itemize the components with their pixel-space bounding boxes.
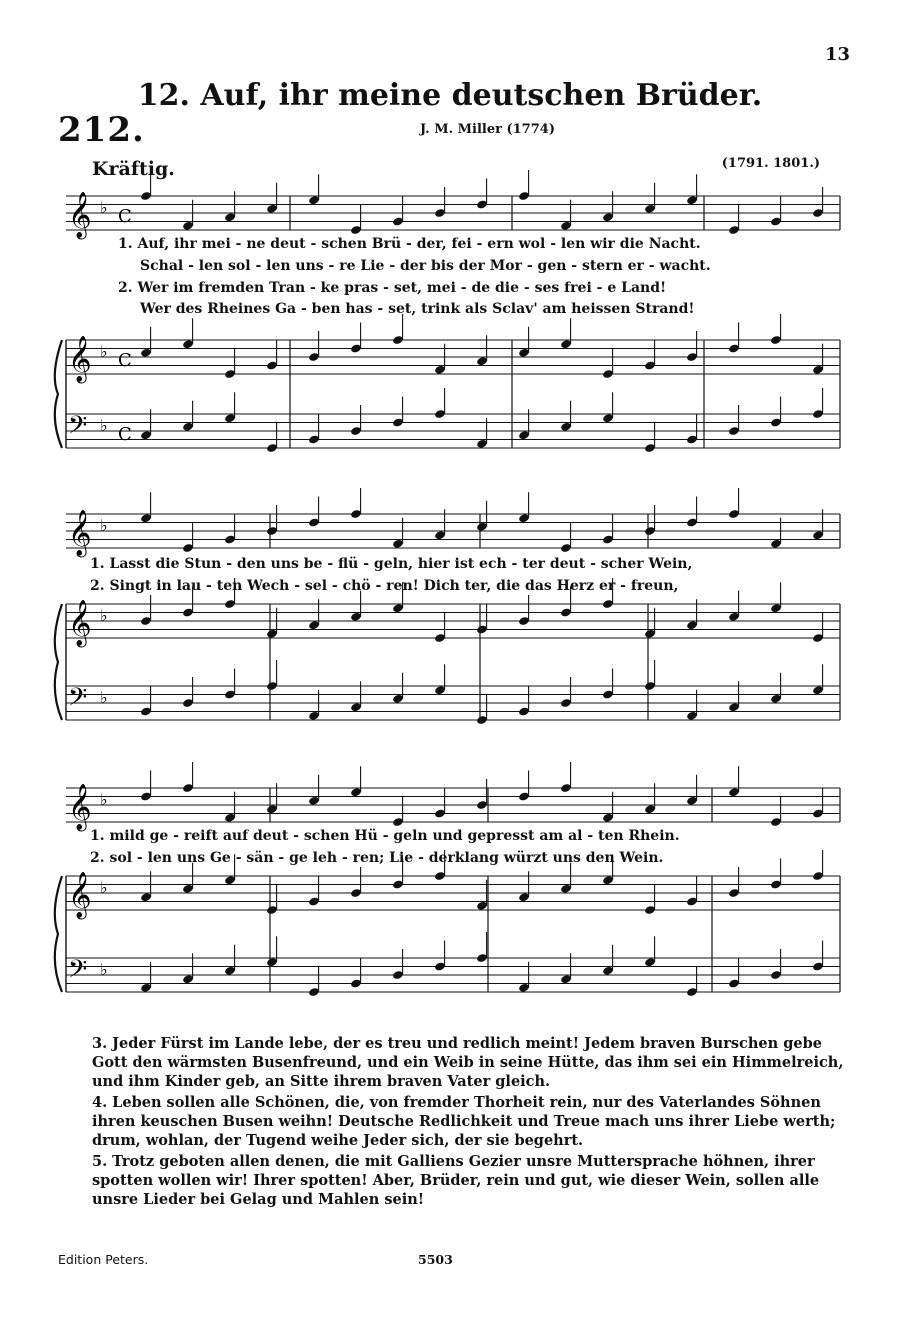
tempo-marking: Kräftig. xyxy=(92,158,175,180)
piano-brace xyxy=(55,604,62,720)
lyric-line: 1. mild ge - reift auf deut - schen Hü - geln und gepresst am al - ten Rhein. xyxy=(90,828,680,844)
treble-clef: 𝄞 xyxy=(68,336,92,382)
key-signature-flat: ♭ xyxy=(100,688,108,707)
verse-3: 3. Jeder Fürst im Lande lebe, der es treu und redlich meint! Jedem braven Burschen gebe Gott den wärmsten Busenfreund, und ein Weib in seine Hütte, das ihm sei ein Himmelreich, und ihm Kinder geb, an Sitte ihrem braven Vater gleich. xyxy=(92,1035,844,1090)
piano-brace xyxy=(55,340,62,448)
treble-clef: 𝄞 xyxy=(68,784,92,830)
key-signature-flat: ♭ xyxy=(100,790,108,809)
treble-clef: 𝄞 xyxy=(68,600,92,646)
composer-credit: J. M. Miller (1774) xyxy=(420,122,555,137)
lyric-line: 2. Singt in lau - ten Wech - sel - chö - ren! Dich ter, die das Herz er - freun, xyxy=(90,578,679,594)
verse-4: 4. Leben sollen alle Schönen, die, von fremder Thorheit rein, nur des Vaterlandes Söhnen ihren keuschen Busen weihn! Deutsche Redlichkeit und Treue mach uns ihrer Liebe werth; drum, wohlan, der Tugend weihe Jeder sich, der sie begehrt. xyxy=(92,1094,836,1149)
verse-5: 5. Trotz geboten allen denen, die mit Galliens Gezier unsre Muttersprache höhnen, ihrer spotten wollen wir! Ihrer spotten! Aber, Brüder, rein und gut, wie dieser Wein, sollen alle unsre Lieder bei Gelag und Mahlen sein! xyxy=(92,1153,820,1208)
key-signature-flat: ♭ xyxy=(100,342,108,361)
edition-label: Edition Peters. xyxy=(58,1252,149,1267)
lyric-line: Wer des Rheines Ga - ben has - set, trink als Sclav' am heissen Strand! xyxy=(140,301,695,317)
time-signature: C xyxy=(118,206,132,227)
bass-clef: 𝄢 xyxy=(68,683,88,718)
time-signature: C xyxy=(118,424,132,445)
plate-number: 5503 xyxy=(418,1252,453,1267)
key-signature-flat: ♭ xyxy=(100,416,108,435)
lyric-line: 1. Auf, ihr mei - ne deut - schen Brü - der, fei - ern wol - len wir die Nacht. xyxy=(118,236,701,252)
treble-clef: 𝄞 xyxy=(68,192,92,238)
key-signature-flat: ♭ xyxy=(100,606,108,625)
collection-number: 212. xyxy=(58,110,145,150)
time-signature: C xyxy=(118,350,132,371)
dates: (1791. 1801.) xyxy=(721,156,820,171)
key-signature-flat: ♭ xyxy=(100,960,108,979)
additional-verses xyxy=(92,1034,852,1211)
key-signature-flat: ♭ xyxy=(100,878,108,897)
key-signature-flat: ♭ xyxy=(100,516,108,535)
lyric-line: 2. sol - len uns Ge - sän - ge leh - ren; Lie - derklang würzt uns den Wein. xyxy=(90,850,664,866)
key-signature-flat: ♭ xyxy=(100,198,108,217)
lyric-line: 2. Wer im fremden Tran - ke pras - set, mei - de die - ses frei - e Land! xyxy=(118,280,667,296)
lyric-line: 1. Lasst die Stun - den uns be - flü - geln, hier ist ech - ter deut - scher Wein, xyxy=(90,556,693,572)
bass-clef: 𝄢 xyxy=(68,411,88,446)
treble-clef: 𝄞 xyxy=(68,510,92,556)
bass-clef: 𝄢 xyxy=(68,955,88,990)
song-title: 12. Auf, ihr meine deutschen Brüder. xyxy=(137,78,763,113)
treble-clef: 𝄞 xyxy=(68,872,92,918)
page-number: 13 xyxy=(824,44,850,65)
lyric-line: Schal - len sol - len uns - re Lie - der bis der Mor - gen - stern er - wacht. xyxy=(140,258,711,274)
piano-brace xyxy=(55,876,62,992)
